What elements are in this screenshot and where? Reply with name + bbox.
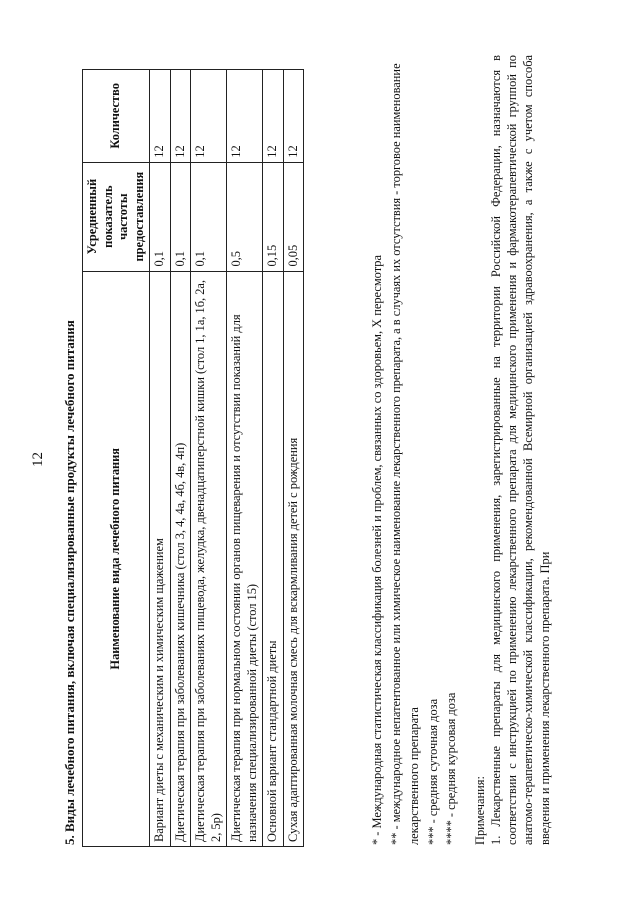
frequency-cell: 0,1 xyxy=(150,162,171,271)
diet-name-cell: Диетическая терапия при нормальном состоянии органов пищеварения и отсутствии показаний для назначения специализированной диеты (стол 15) xyxy=(227,271,263,846)
footnote: **** - средняя курсовая доза xyxy=(444,692,459,845)
quantity-cell: 12 xyxy=(150,70,171,163)
footnote: * - Международная статистическая классификация болезней и проблем, связанных со здоровьем, X пересмотра xyxy=(370,255,384,845)
quantity-cell: 12 xyxy=(283,70,304,163)
page-number: 12 xyxy=(30,452,46,467)
quantity-cell: 12 xyxy=(263,70,284,163)
footnotes xyxy=(368,55,461,845)
notes-text: 1. Лекарственные препараты для медицинского применения, зарегистрированные на территории Российской Федерации, назначаются в соответствии с инструкцией по применению лекарственного препарата для медицинского применения и фармакотерапевтической группой по анатомо-терапевтическо-химической классификации, рекомендованной Всемирной организацией здравоохранения, а также с учетом способа введения и применения лекарственного препарата. При xyxy=(489,55,552,845)
frequency-cell: 0,1 xyxy=(170,162,191,271)
table-row xyxy=(150,70,171,847)
notes xyxy=(472,55,553,845)
header-quantity: Количество xyxy=(83,70,150,163)
footnote: *** - средняя суточная доза xyxy=(425,698,440,845)
table-row xyxy=(170,70,191,847)
quantity-cell: 12 xyxy=(170,70,191,163)
section-title: 5. Виды лечебного питания, включая специализированные продукты лечебного питания xyxy=(62,320,77,845)
diet-name-cell: Вариант диеты с механическим и химическим щажением xyxy=(150,271,171,846)
header-diet-name: Наименование вида лечебного питания xyxy=(83,271,150,846)
footnote: ** - международное непатентованное или химическое наименование лекарственного препарата, а в случаях их отсутствия - торговое наименование лекарственного препарата xyxy=(388,63,422,845)
diet-name-cell: Диетическая терапия при заболеваниях кишечника (стол 3, 4, 4а, 4б, 4в, 4п) xyxy=(170,271,191,846)
frequency-cell: 0,15 xyxy=(263,162,284,271)
notes-title: Примечания: xyxy=(473,776,487,845)
frequency-cell: 0,1 xyxy=(191,162,227,271)
table-header-row xyxy=(83,70,150,847)
diet-name-cell: Сухая адаптированная молочная смесь для вскармливания детей с рождения xyxy=(283,271,304,846)
diet-name-cell: Основной вариант стандартной диеты xyxy=(263,271,284,846)
quantity-cell: 12 xyxy=(191,70,227,163)
quantity-cell: 12 xyxy=(227,70,263,163)
frequency-cell: 0,5 xyxy=(227,162,263,271)
table-row xyxy=(191,70,227,847)
header-frequency: Усредненный показатель частоты предоставления xyxy=(83,162,150,271)
diet-table xyxy=(82,69,304,847)
table-row xyxy=(263,70,284,847)
table-row xyxy=(283,70,304,847)
diet-name-cell: Диетическая терапия при заболеваниях пищевода, желудка, двенадцатиперстной кишки (стол 1, 1а, 1б, 2а, 2, 5р) xyxy=(191,271,227,846)
frequency-cell: 0,05 xyxy=(283,162,304,271)
table-row xyxy=(227,70,263,847)
